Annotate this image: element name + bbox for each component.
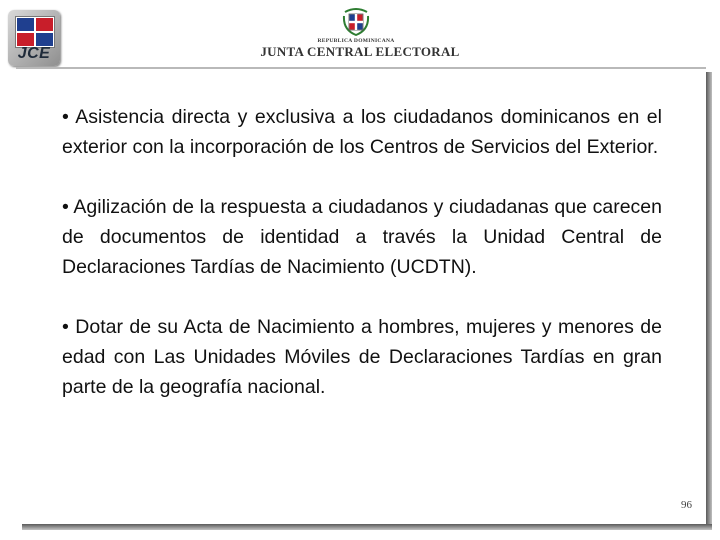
header-subtitle: REPUBLICA DOMINICANA <box>317 38 395 44</box>
logo-text: JCE <box>17 45 51 62</box>
flag-icon <box>15 16 55 48</box>
slide-header <box>0 0 720 80</box>
frame-shadow-right <box>706 72 712 530</box>
bullet-paragraph: • Agilización de la respuesta a ciudadanos y ciudadanas que carecen de documentos de identidad a través la Unidad Central de Declaraciones Tardías de Nacimiento (UCDTN). <box>62 196 662 278</box>
frame-shadow-bottom <box>22 524 712 530</box>
jce-logo <box>8 10 60 66</box>
bullet-paragraph: • Asistencia directa y exclusiva a los ciudadanos dominicanos en el exterior con la incorporación de los Centros de Servicios del Exterior. <box>62 106 662 158</box>
slide-content <box>62 102 662 432</box>
header-divider <box>16 67 706 69</box>
bullet-paragraph: • Dotar de su Acta de Nacimiento a hombres, mujeres y menores de edad con Las Unidades Móviles de Declaraciones Tardías en gran parte de la geografía nacional. <box>62 316 662 398</box>
coat-of-arms-icon <box>342 6 370 36</box>
header-title: JUNTA CENTRAL ELECTORAL <box>260 44 460 59</box>
page-number: 96 <box>681 499 692 511</box>
